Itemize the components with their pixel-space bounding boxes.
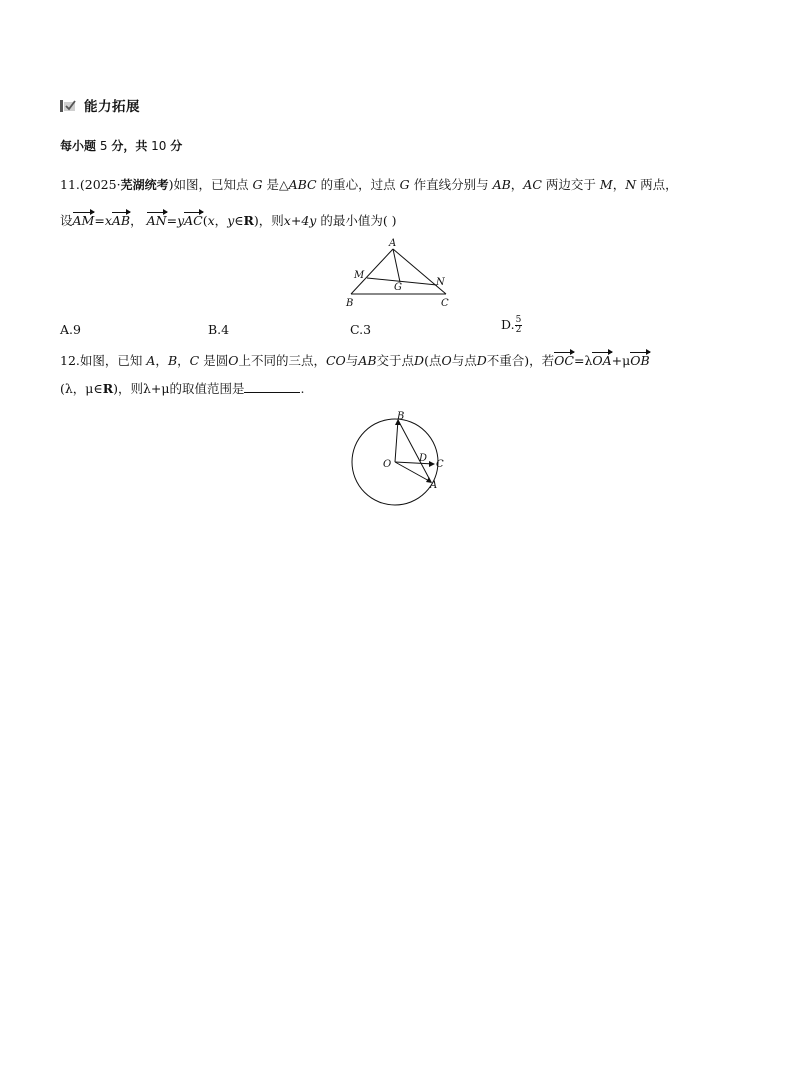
option-a[interactable]: A.9 [60, 322, 81, 337]
q12-point-c: C [189, 353, 200, 368]
q11-side-ac: AC [523, 177, 542, 192]
segment-mn [367, 278, 437, 285]
label-a: A [389, 238, 397, 249]
section-title: 能力拓展 [84, 99, 140, 115]
q12-line1 [60, 352, 650, 370]
q11-var-y: y [177, 213, 185, 228]
q12-text1: 如图，已知 [79, 353, 143, 368]
q11-sep1: ， [510, 177, 524, 192]
label-m: M [354, 270, 365, 281]
scoring-note [60, 137, 182, 154]
label-d: D [419, 453, 428, 464]
answer-blank[interactable] [244, 380, 300, 393]
q11-point-g: G [252, 177, 263, 192]
option-d-denominator: 2 [515, 325, 522, 335]
option-d-numerator: 5 [515, 315, 522, 325]
q12-eq: =λ [573, 353, 593, 368]
scoring-points-each: 5 [99, 139, 108, 153]
option-b[interactable]: B.4 [208, 322, 230, 337]
q11-cond-close: )，则 [253, 213, 284, 228]
q12-segment-ab: AB [358, 353, 377, 368]
q11-cond-in: ∈ [234, 213, 244, 228]
q11-triangle-figure [340, 236, 460, 308]
q11-tail: 的最小值为( ) [320, 213, 397, 228]
vector-oa: OA [592, 353, 612, 368]
q11-source: 芜湖统考 [120, 178, 169, 192]
vector-am: AM [72, 213, 95, 228]
q11-text4: 作直线分别与 [413, 177, 489, 192]
q11-expr: x+4y [283, 213, 317, 228]
q12-line2 [60, 380, 304, 398]
q11-source-open: (2025· [79, 177, 121, 192]
checklist-badge-icon [60, 98, 76, 112]
q11-var-x: x [104, 213, 112, 228]
q11-text1: 如图，已知点 [173, 177, 249, 192]
label-a: A [430, 480, 438, 491]
scoring-total: 10 [151, 139, 167, 153]
q11-point-g-2: G [399, 177, 410, 192]
label-c: C [436, 459, 444, 470]
q12-plus: +μ [611, 353, 631, 368]
scoring-prefix: 每小题 [60, 139, 97, 153]
q11-text5: 两边交于 [545, 177, 596, 192]
q11-sep2: ， [612, 177, 626, 192]
option-d-fraction [515, 316, 523, 335]
q11-line2 [60, 212, 397, 230]
section-heading [60, 95, 140, 115]
q11-line2-pre: 设 [60, 213, 73, 228]
q12-period: . [300, 381, 305, 396]
q12-sep1: ， [155, 353, 168, 368]
option-c[interactable]: C.3 [350, 322, 372, 337]
q12-segment-co: CO [325, 353, 346, 368]
q11-line1 [60, 176, 678, 194]
option-d[interactable] [501, 316, 522, 335]
q11-paren: ( [202, 213, 208, 228]
scoring-unit1: 分，共 [111, 139, 148, 153]
q12-circle-figure [345, 408, 450, 508]
q12-point-b: B [167, 353, 178, 368]
segment-ob [395, 420, 398, 462]
vector-oc: OC [554, 353, 574, 368]
label-o: O [383, 459, 392, 470]
q11-cond-y: y [227, 213, 235, 228]
q11-cond-sep: ， [214, 213, 228, 228]
q11-comma: ， [130, 213, 143, 228]
q12-real-set: R [102, 381, 114, 396]
label-c: C [441, 298, 449, 308]
q12-point-d-2: D [476, 353, 487, 368]
q12-sep2: ， [177, 353, 190, 368]
q12-text3: 上不同的三点， [238, 353, 326, 368]
q12-text7: 与点 [451, 353, 477, 368]
label-g: G [394, 282, 402, 293]
q11-real-set: R [243, 213, 254, 228]
q11-text2: 是△ [266, 177, 289, 192]
q11-text3: 的重心，过点 [320, 177, 396, 192]
q12-point-a: A [146, 353, 156, 368]
q12-point-o-2: O [441, 353, 452, 368]
scoring-unit2: 分 [170, 139, 183, 153]
q11-eq2: = [166, 213, 178, 228]
q11-text6: 两点， [640, 177, 678, 192]
q12-text4: 与 [345, 353, 359, 368]
q12-point-o: O [228, 353, 239, 368]
q12-point-d: D [414, 353, 425, 368]
q11-point-m: M [599, 177, 613, 192]
q12-line2-text: (λ，μ∈ [60, 381, 103, 396]
label-n: N [436, 277, 445, 288]
q11-side-ab: AB [492, 177, 511, 192]
label-b: B [397, 411, 405, 422]
q11-cond-x: x [207, 213, 215, 228]
q11-source-close: ) [168, 177, 174, 192]
vector-ob: OB [630, 353, 650, 368]
vector-an: AN [146, 213, 167, 228]
q12-text2: 是圆 [203, 353, 229, 368]
q12-text5: 交于点 [376, 353, 415, 368]
label-b: B [346, 298, 354, 308]
q11-point-n: N [625, 177, 637, 192]
q11-eq1: = [94, 213, 105, 228]
q12-number: 12. [60, 353, 80, 368]
q11-triangle-abc: ABC [288, 177, 317, 192]
q12-text6: (点 [424, 353, 442, 368]
q12-text8: 不重合)，若 [486, 353, 555, 368]
q11-number: 11. [60, 177, 80, 192]
q12-line2b-text: )，则λ+μ的取值范围是 [113, 381, 245, 396]
vector-ab: AB [111, 213, 131, 228]
vector-oc-arrowhead [429, 461, 435, 467]
vector-ac: AC [184, 213, 203, 228]
option-d-prefix: D. [501, 317, 515, 332]
segment-oc [395, 462, 434, 464]
